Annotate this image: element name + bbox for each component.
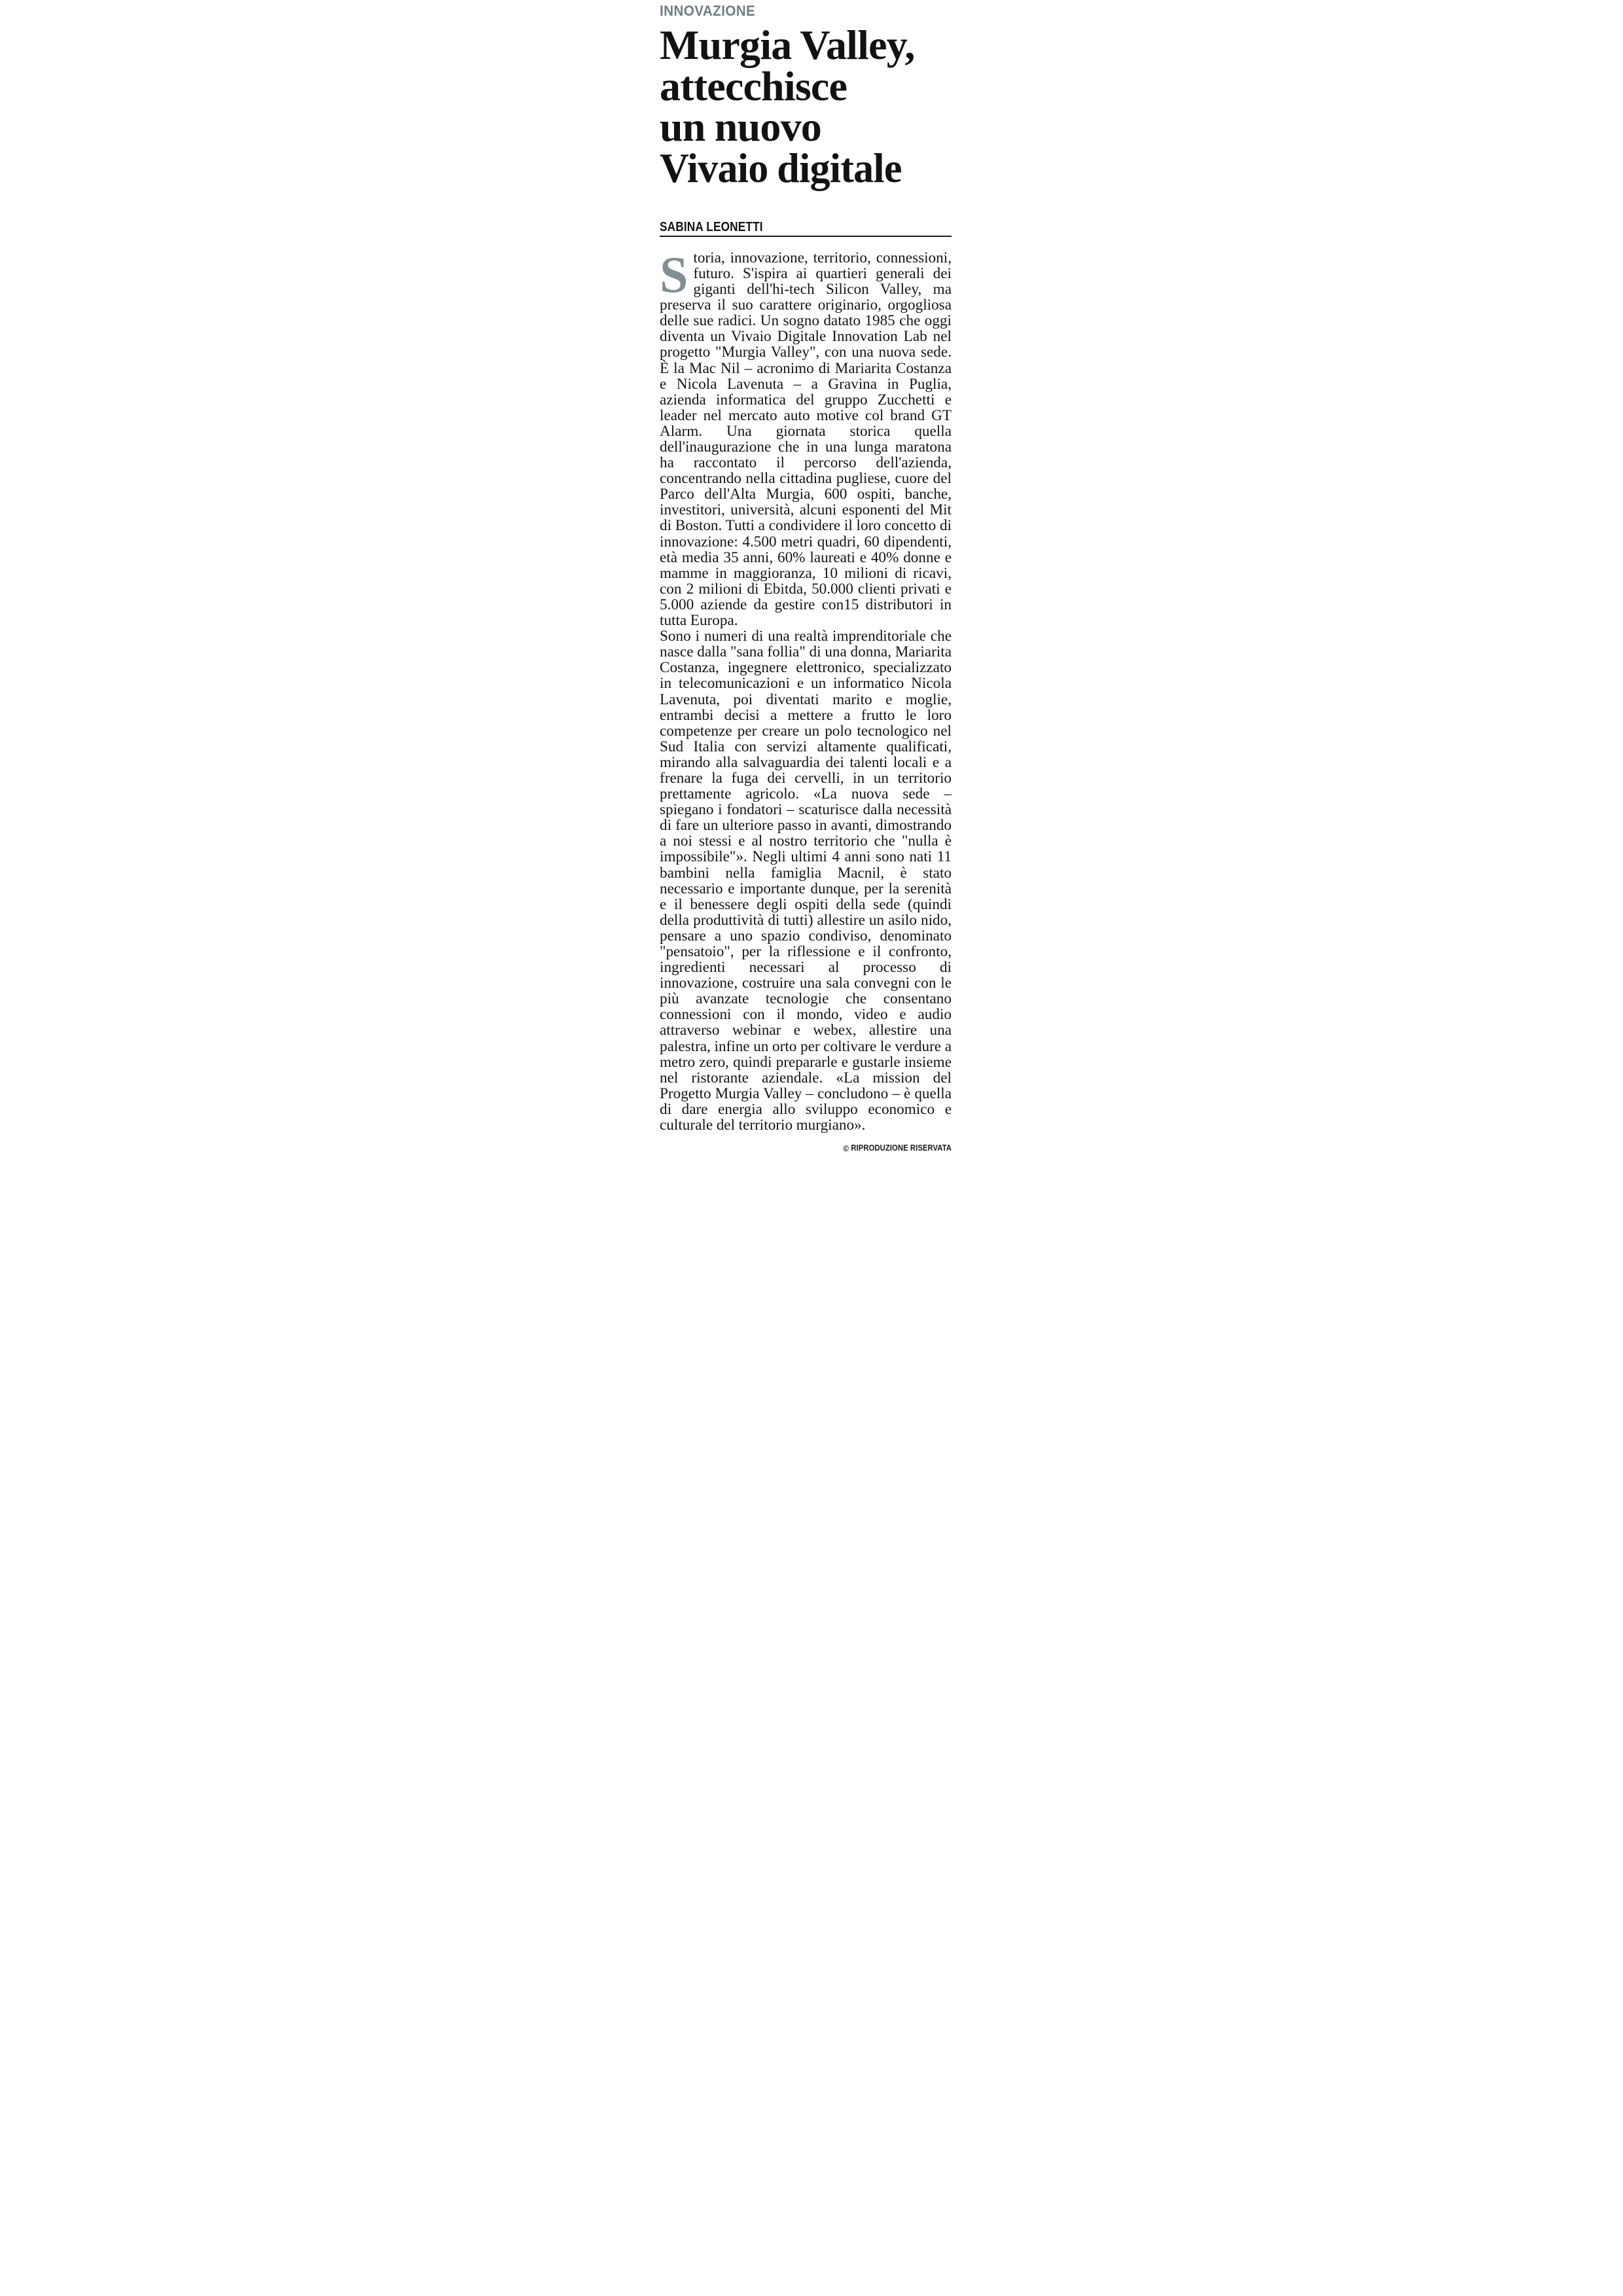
byline-rule: [660, 221, 952, 237]
article-body: [660, 245, 952, 1134]
page-title: [660, 22, 952, 192]
copyright-text: RIPRODUZIONE RISERVATA: [851, 1143, 952, 1153]
body-paragraph-2: Sono i numeri di una realtà imprenditoriale che nasce dalla "sana follia" di una donna, Mariarita Costanza, ingegnere elettronico, specializzato in telecomunicazioni e un informatico Nicola Lavenuta, poi diventati marito e moglie, entrambi decisi a mettere a frutto le loro competenze per creare un polo tecnologico nel Sud Italia con servizi altamente qualificati, mirando alla salvaguardia dei talenti locali e a frenare la fuga dei cervelli, in un territorio prettamente agricolo. «La nuova sede – spiegano i fondatori – scaturisce dalla necessità di fare un ulteriore passo in avanti, dimostrando a noi stessi e al nostro territorio che "nulla è impossibile"». Negli ultimi 4 anni sono nati 11 bambini nella famiglia Macnil, è stato necessario e importante dunque, per la serenità e il benessere degli ospiti della sede (quindi della produttività di tutti) allestire un asilo nido, pensare a uno spazio condiviso, denominato "pensatoio", per la riflessione e il confronto, ingredienti necessari al processo di innovazione, costruire una sala convegni con le più avanzate tecnologie che consentano connessioni con il mondo, video e audio attraverso webinar e webex, allestire una palestra, infine un orto per coltivare le verdure a metro zero, quindi prepararle e gustarle insieme nel ristorante aziendale. «La mission del Progetto Murgia Valley – concludono – è quella di dare energia allo sviluppo economico e culturale del territorio murgiano».: [660, 628, 952, 1134]
copyright-notice: [689, 1143, 952, 1153]
article-container: [660, 4, 952, 1153]
copyright-icon: ©: [843, 1143, 849, 1154]
body-paragraph-1-text: toria, innovazione, territorio, connessioni, futuro. S'ispira ai quartieri generali dei giganti dell'hi-tech Silicon Valley, ma preserva il suo carattere originario, orgogliosa delle sue radici. Un sogno datato 1985 che oggi diventa un Vivaio Digitale Innovation Lab nel progetto "Murgia Valley", con una nuova sede. È la Mac Nil – acronimo di Mariarita Costanza e Nicola Lavenuta – a Gravina in Puglia, azienda informatica del gruppo Zucchetti e leader nel mercato auto motive col brand GT Alarm. Una giornata storica quella dell'inaugurazione che in una lunga maratona ha raccontato il percorso dell'azienda, concentrando nella cittadina pugliese, cuore del Parco dell'Alta Murgia, 600 ospiti, banche, investitori, università, alcuni esponenti del Mit di Boston. Tutti a condividere il loro concetto di innovazione: 4.500 metri quadri, 60 dipendenti, età media 35 anni, 60% laureati e 40% donne e mamme in maggioranza, 10 milioni di ricavi, con 2 milioni di Ebitda, 50.000 clienti privati e 5.000 aziende da gestire con15 distributori in tutta Europa.: [660, 249, 952, 630]
headline-line-2: attecchisce: [660, 62, 847, 109]
body-paragraph-1: [660, 245, 952, 630]
headline-line-4: Vivaio digitale: [660, 145, 902, 192]
headline-line-1: Murgia Valley,: [660, 22, 915, 68]
author-byline: SABINA LEONETTI: [660, 219, 763, 234]
drop-cap: S: [660, 245, 688, 303]
section-kicker: INNOVAZIONE: [660, 3, 756, 19]
headline-line-3: un nuovo: [660, 103, 821, 151]
